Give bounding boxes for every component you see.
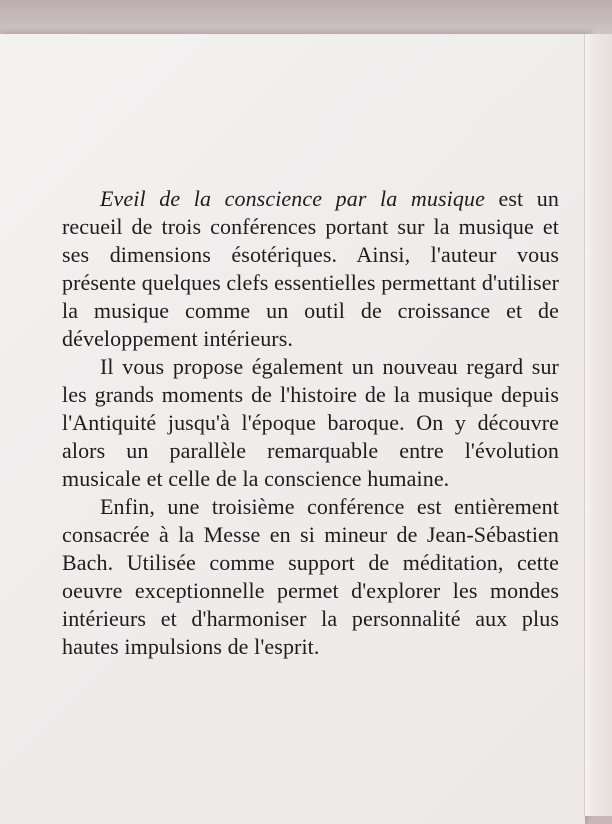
book-title: Eveil de la conscience par la musique: [100, 186, 485, 211]
paragraph-1: [62, 185, 559, 353]
back-cover-text: [62, 185, 559, 661]
paragraph-2: Il vous propose également un nouveau regard sur les grands moments de l'histoire de la musique depuis l'Antiquité jusqu'à l'époque baroque. On y découvre alors un parallèle remarquable entre l'évolution musicale et celle de la conscience humaine.: [62, 354, 559, 491]
paragraph-1-text: est un recueil de trois conférences portant sur la musique et ses dimensions ésotériques. Ainsi, l'auteur vous présente quelques clefs essentielles permettant d'utiliser la musique comme un outil de croissance et de développement intérieurs.: [62, 186, 559, 351]
paragraph-3: Enfin, une troisième conférence est entièrement consacrée à la Messe en si mineur de Jean-Sébastien Bach. Utilisée comme support de méditation, cette oeuvre exceptionnelle permet d'explorer les mondes intérieurs et d'harmoniser la personnalité aux plus hautes impulsions de l'esprit.: [62, 494, 559, 659]
page-edge: [584, 34, 612, 816]
